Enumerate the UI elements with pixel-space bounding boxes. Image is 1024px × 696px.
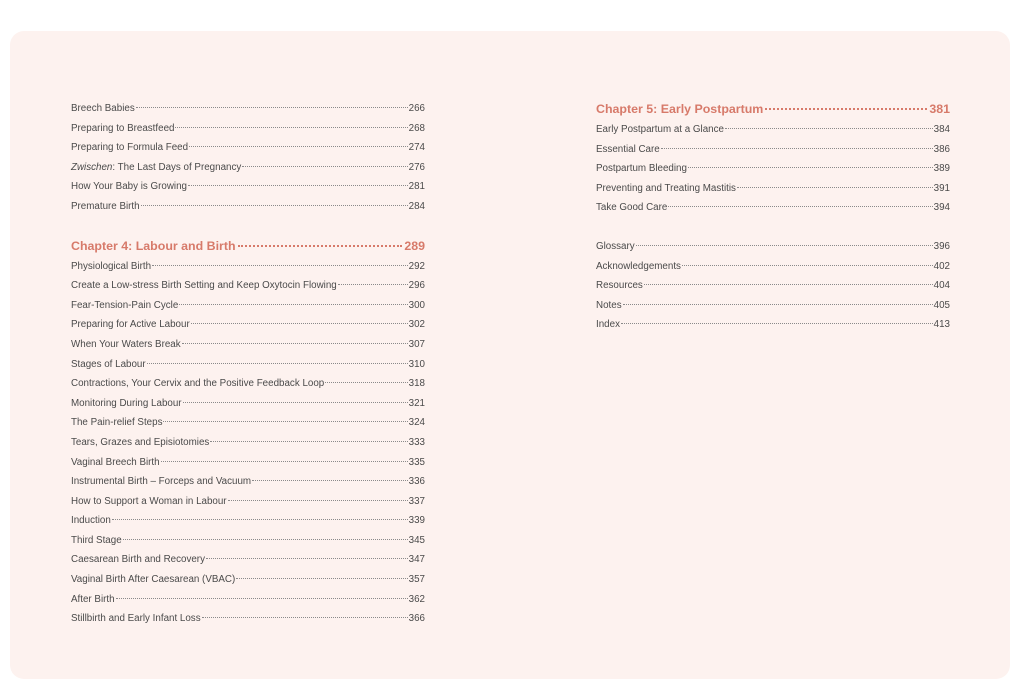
toc-entry-title: When Your Waters Break [71, 338, 181, 350]
toc-entry[interactable] [71, 335, 425, 355]
toc-entry-title: Caesarean Birth and Recovery [71, 554, 205, 566]
toc-entry-title: Resources [596, 280, 643, 292]
leader-dots [668, 206, 932, 207]
leader-dots [644, 284, 933, 285]
toc-entry-title: Postpartum Bleeding [596, 163, 687, 175]
leader-dots [147, 363, 408, 364]
leader-dots [661, 148, 933, 149]
toc-entry[interactable] [71, 197, 425, 217]
toc-entry-page: 337 [408, 495, 425, 507]
toc-entry[interactable] [71, 550, 425, 570]
toc-entry-title: Tears, Grazes and Episiotomies [71, 436, 210, 448]
toc-entry-page: 391 [933, 182, 950, 194]
toc-entry[interactable] [71, 570, 425, 590]
toc-entry-title: Fear-Tension-Pain Cycle [71, 299, 179, 311]
toc-entry-page: 268 [408, 122, 425, 134]
toc-entry-page: 302 [408, 319, 425, 331]
toc-entry-title: Preparing to Breastfeed [71, 122, 175, 134]
toc-entry-page: 324 [408, 417, 425, 429]
toc-entry-page: 281 [408, 181, 425, 193]
toc-entry-page: 284 [408, 200, 425, 212]
toc-entry-page: 321 [408, 397, 425, 409]
toc-entry-title: Preventing and Treating Mastitis [596, 182, 736, 194]
leader-dots [175, 127, 407, 128]
toc-entry-title: Contractions, Your Cervix and the Positive Feedback Loop [71, 378, 325, 390]
leader-dots [188, 185, 408, 186]
leader-dots [688, 167, 933, 168]
toc-entry[interactable] [596, 159, 950, 179]
leader-dots [621, 323, 933, 324]
toc-entry[interactable] [596, 140, 950, 160]
toc-entry[interactable] [596, 257, 950, 277]
toc-entry-page: 386 [933, 143, 950, 155]
toc-entry-title-italic: Zwischen [71, 161, 113, 173]
toc-entry[interactable] [71, 433, 425, 453]
leader-dots [737, 187, 933, 188]
toc-entry-page: 292 [408, 260, 425, 272]
toc-entry[interactable] [71, 315, 425, 335]
toc-entry-page: 396 [933, 240, 950, 252]
leader-dots [136, 107, 408, 108]
toc-entry-title: Monitoring During Labour [71, 397, 182, 409]
toc-entry-page: 389 [933, 163, 950, 175]
toc-page [10, 31, 1010, 679]
toc-entry-title: Essential Care [596, 143, 660, 155]
toc-entry-page: 405 [933, 299, 950, 311]
toc-entry[interactable] [71, 609, 425, 629]
toc-entry-title-rest: : The Last Days of Pregnancy [112, 161, 242, 173]
toc-entry[interactable] [71, 99, 425, 119]
leader-dots [636, 245, 933, 246]
toc-entry-page: 402 [933, 260, 950, 272]
toc-entry[interactable] [596, 120, 950, 140]
toc-list-left-top [71, 99, 425, 217]
toc-entry[interactable] [71, 472, 425, 492]
toc-right-column [596, 99, 950, 335]
leader-dots [682, 265, 933, 266]
leader-dots [189, 146, 408, 147]
section-gap [71, 217, 425, 236]
leader-dots [116, 598, 408, 599]
toc-entry-page: 345 [408, 534, 425, 546]
toc-entry-title: Vaginal Breech Birth [71, 456, 160, 468]
toc-entry[interactable] [71, 453, 425, 473]
toc-entry[interactable] [71, 413, 425, 433]
toc-entry[interactable] [71, 276, 425, 296]
toc-list-back-matter [596, 237, 950, 335]
toc-entry-page: 276 [408, 161, 425, 173]
leader-dots [252, 480, 408, 481]
toc-entry-page: 335 [408, 456, 425, 468]
leader-dots [765, 108, 927, 110]
toc-entry[interactable] [71, 138, 425, 158]
toc-entry-page: 362 [408, 593, 425, 605]
toc-entry-title: Induction [71, 515, 111, 527]
toc-entry[interactable] [71, 492, 425, 512]
toc-entry[interactable] [71, 511, 425, 531]
leader-dots [163, 421, 407, 422]
toc-entry-title: Notes [596, 299, 622, 311]
toc-entry-page: 366 [408, 613, 425, 625]
toc-entry[interactable] [596, 179, 950, 199]
toc-entry[interactable] [596, 198, 950, 218]
toc-entry-title [71, 158, 241, 178]
toc-entry-title: Preparing to Formula Feed [71, 142, 189, 154]
section-gap [596, 218, 950, 237]
toc-entry-page: 318 [408, 378, 425, 390]
toc-entry-page: 310 [408, 358, 425, 370]
toc-entry[interactable] [71, 177, 425, 197]
toc-list-chapter-4 [71, 257, 425, 629]
toc-entry-page: 307 [408, 338, 425, 350]
leader-dots [238, 245, 403, 247]
toc-left-column [71, 99, 425, 629]
toc-entry[interactable] [596, 276, 950, 296]
toc-entry-title: How to Support a Woman in Labour [71, 495, 227, 507]
toc-entry[interactable] [71, 394, 425, 414]
chapter-title: Chapter 5: Early Postpartum [596, 102, 764, 116]
toc-entry[interactable] [71, 119, 425, 139]
leader-dots [202, 617, 408, 618]
toc-entry-title: Premature Birth [71, 200, 140, 212]
toc-entry-title: Stillbirth and Early Infant Loss [71, 613, 201, 625]
toc-entry-title: Vaginal Birth After Caesarean (VBAC) [71, 574, 236, 586]
leader-dots [210, 441, 407, 442]
leader-dots [242, 166, 407, 167]
chapter-heading[interactable] [596, 99, 950, 120]
toc-entry-page: 300 [408, 299, 425, 311]
toc-entry-title: Index [596, 319, 620, 331]
toc-entry[interactable] [71, 590, 425, 610]
toc-entry[interactable] [596, 315, 950, 335]
toc-entry[interactable] [71, 296, 425, 316]
toc-entry-page: 347 [408, 554, 425, 566]
toc-entry-page: 384 [933, 124, 950, 135]
leader-dots [141, 205, 408, 206]
leader-dots [228, 500, 408, 501]
toc-entry-page: 333 [408, 436, 425, 448]
leader-dots [183, 402, 408, 403]
toc-entry-page: 413 [933, 319, 950, 331]
toc-entry-title: Instrumental Birth – Forceps and Vacuum [71, 476, 252, 488]
leader-dots [152, 265, 408, 266]
leader-dots [206, 558, 408, 559]
leader-dots [179, 304, 407, 305]
chapter-heading[interactable] [71, 236, 425, 257]
toc-entry[interactable] [71, 257, 425, 277]
toc-entry-page: 266 [408, 103, 425, 114]
leader-dots [191, 323, 408, 324]
chapter-page: 381 [929, 102, 950, 116]
toc-entry-page: 296 [408, 280, 425, 292]
leader-dots [236, 578, 407, 579]
toc-entry-title: Create a Low-stress Birth Setting and Keep Oxytocin Flowing [71, 280, 337, 292]
toc-entry[interactable] [71, 531, 425, 551]
chapter-page: 289 [404, 238, 425, 253]
toc-entry-title: Acknowledgements [596, 260, 681, 272]
toc-entry-page: 394 [933, 202, 950, 214]
toc-entry-title: After Birth [71, 593, 115, 605]
leader-dots [182, 343, 408, 344]
toc-list-chapter-5 [596, 120, 950, 218]
leader-dots [123, 539, 408, 540]
toc-entry-title: Stages of Labour [71, 358, 146, 370]
toc-entry-title: Third Stage [71, 534, 122, 546]
toc-entry-title: Preparing for Active Labour [71, 319, 190, 331]
toc-entry-page: 339 [408, 515, 425, 527]
toc-entry-page: 404 [933, 280, 950, 292]
chapter-title: Chapter 4: Labour and Birth [71, 238, 236, 253]
toc-entry-title: How Your Baby is Growing [71, 181, 187, 193]
toc-entry-title: Early Postpartum at a Glance [596, 124, 724, 135]
toc-entry-page: 336 [408, 476, 425, 488]
toc-entry-title: Glossary [596, 240, 635, 252]
leader-dots [725, 128, 933, 129]
toc-entry[interactable] [71, 158, 425, 178]
leader-dots [112, 519, 408, 520]
toc-entry-page: 274 [408, 142, 425, 154]
leader-dots [161, 461, 408, 462]
toc-entry-title: Take Good Care [596, 202, 668, 214]
toc-entry-page: 357 [408, 574, 425, 586]
toc-entry-title: The Pain-relief Steps [71, 417, 163, 429]
leader-dots [623, 304, 933, 305]
toc-entry[interactable] [596, 296, 950, 316]
toc-entry[interactable] [71, 374, 425, 394]
toc-entry-title: Physiological Birth [71, 260, 152, 272]
toc-entry[interactable] [596, 237, 950, 257]
leader-dots [338, 284, 408, 285]
leader-dots [325, 382, 407, 383]
toc-entry-title: Breech Babies [71, 103, 135, 114]
toc-entry[interactable] [71, 355, 425, 375]
